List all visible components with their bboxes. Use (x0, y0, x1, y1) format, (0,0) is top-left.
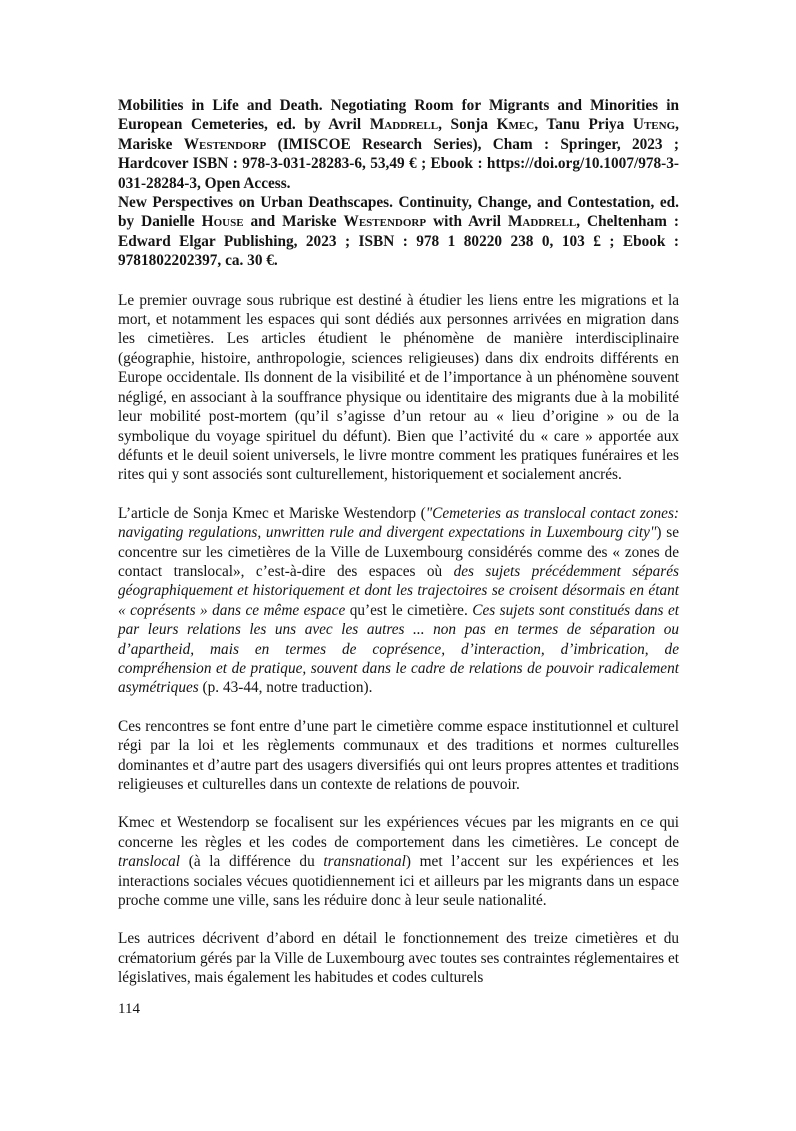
page-body (118, 96, 679, 988)
paragraph-2: L’article de Sonja Kmec et Mariske Westendorp ("Cemeteries as translocal contact zones: navigating regulations, unwritten rule and divergent expectations in Luxembourg city") se concentre sur les cimetières de la Ville de Luxembourg considérés comme des « zones de contact translocal», c’est-à-dire des espaces où des sujets précédemment séparés géographiquement et historiquement et dont les trajectoires se croisent désormais en étant « coprésents » dans ce même espace qu’est le cimetière. Ces sujets sont constitués dans et par leurs relations les uns avec les autres ... non pas en termes de séparation ou d’apartheid, mais en termes de coprésence, d’interaction, d’imbrication, de compréhension et de pratique, souvent dans le cadre de relations de pouvoir radicalement asymétriques (p. 43-44, notre traduction). (118, 504, 679, 697)
paragraph-1: Le premier ouvrage sous rubrique est destiné à étudier les liens entre les migrations et la mort, et notamment les espaces qui sont dédiés aux personnes arrivées en migration dans les cimetières. Les articles étudient le phénomène de manière interdisciplinaire (géographie, histoire, anthropologie, sciences religieuses) dans dix endroits différents en Europe occidentale. Ils donnent de la visibilité et de l’importance à un phénomène souvent négligé, en associant à la souffrance physique ou identitaire des migrants due à la mobilité leur mobilité post-mortem (qu’il s’agisse d’un retour au « lieu d’origine » ou de la symbolique du voyage spirituel du défunt). Bien que l’activité du « care » apportée aux défunts et le deuil soient universels, le livre montre comment les pratiques funéraires et les rites qui y sont associés sont culturellement, historiquement et socialement ancrés. (118, 291, 679, 484)
author-name: Maddrell (369, 116, 439, 134)
author-name: House (201, 213, 244, 231)
term: transnational (323, 853, 406, 871)
author-name: Westendorp (343, 213, 427, 231)
page-number: 114 (118, 1001, 140, 1017)
paragraph-4: Kmec et Westendorp se focalisent sur les expériences vécues par les migrants en ce qui concerne les règles et les codes de comportement dans les cimetières. Le concept de translocal (à la différence du transnational) met l’accent sur les expériences et les interactions sociales vécues quotidiennement ici et ailleurs par les migrants dans un espace proche comme une ville, sans les réduire donc à leur seule nationalité. (118, 814, 679, 910)
author-name: Kmec (496, 116, 535, 134)
author-name: Westendorp (183, 135, 267, 153)
author-name: Uteng (632, 116, 676, 134)
quotation: Ces sujets sont constitués dans et par leurs relations les uns avec les autres ... non pas en termes de séparation ou d’apartheid, mais en termes de coprésence, d’interaction, d’imbrication, de compréhension et de pratique, souvent dans le cadre de relations de pouvoir radicalement asymétriques (118, 601, 679, 697)
bibliographic-reference-1: Mobilities in Life and Death. Negotiating Room for Migrants and Minorities in European Cemeteries, ed. by Avril Maddrell, Sonja Kmec, Tanu Priya Uteng, Mariske Westendorp (IMISCOE Research Series), Cham : Springer, 2023 ; Hardcover ISBN : 978-3-031-28283-6, 53,49 € ; Ebook : https://doi.org/10.1007/978-3-031-28284-3, Open Access. (118, 97, 679, 192)
paragraph-3: Ces rencontres se font entre d’une part le cimetière comme espace institutionnel et culturel régi par la loi et les règlements communaux et des traditions et normes culturelles dominantes et d’autre part des usagers diversifiés qui ont leurs propres attentes et traditions religieuses et culturelles dans un contexte de relations de pouvoir. (118, 717, 679, 793)
quotation: des sujets précédemment séparés géographiquement et historiquement et dont les trajectoires se croisent désormais en étant « coprésents » dans ce même espace (118, 562, 679, 619)
paragraph-5: Les autrices décrivent d’abord en détail le fonctionnement des treize cimetières et du crématorium gérés par la Ville de Luxembourg avec toutes ses contraintes réglementaires et législatives, mais également les habitudes et codes culturels (118, 930, 679, 987)
author-name: Maddrell (507, 213, 577, 231)
bibliographic-reference-2: New Perspectives on Urban Deathscapes. Continuity, Change, and Contestation, ed. by Danielle House and Mariske Westendorp with Avril Maddrell, Cheltenham : Edward Elgar Publishing, 2023 ; ISBN : 978 1 80220 238 0, 103 £ ; Ebook : 9781802202397, ca. 30 €. (118, 194, 679, 270)
term: translocal (118, 853, 181, 871)
article-title: "Cemeteries as translocal contact zones: navigating regulations, unwritten rule and divergent expectations in Luxembourg city" (118, 504, 679, 542)
